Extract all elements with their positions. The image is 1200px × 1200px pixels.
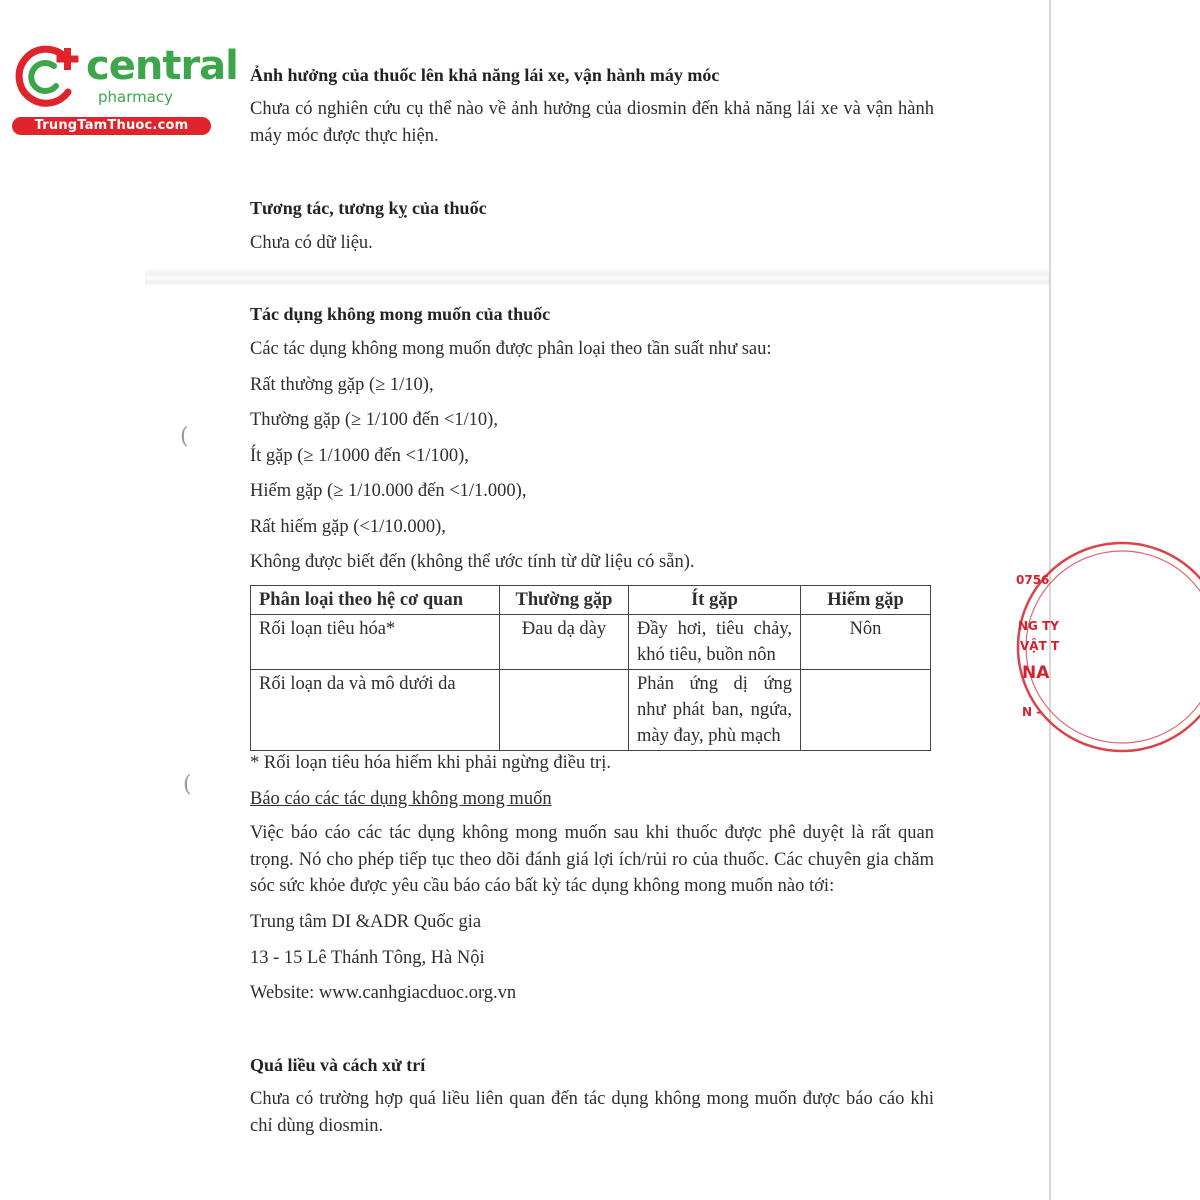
table-header-cell: Hiếm gặp	[801, 586, 931, 615]
stamp-text: VẬT T	[1020, 639, 1060, 653]
table-cell: Nôn	[801, 615, 931, 670]
heading-reporting: Báo cáo các tác dụng không mong muốn	[250, 789, 552, 809]
table-footnote: * Rối loạn tiêu hóa hiếm khi phải ngừng điều trị.	[250, 753, 611, 773]
heading-driving: Ảnh hưởng của thuốc lên khả năng lái xe, vận hành máy móc	[250, 65, 720, 85]
stamp-text: NG TY	[1018, 619, 1059, 633]
table-header-cell: Thường gặp	[500, 586, 629, 615]
adverse-intro: Các tác dụng không mong muốn được phân loại theo tần suất như sau:	[250, 339, 772, 359]
frequency-item: Rất thường gặp (≥ 1/10),	[250, 375, 434, 395]
heading-adverse-effects: Tác dụng không mong muốn của thuốc	[250, 304, 551, 324]
stamp-text: NA	[1022, 663, 1050, 683]
table-header-row	[251, 586, 931, 615]
stamp-graphic	[1012, 562, 1060, 732]
frequency-item: Không được biết đến (không thể ước tính từ dữ liệu có sẵn).	[250, 552, 695, 572]
logo-name: central	[86, 43, 238, 89]
reporting-center: Trung tâm DI &ADR Quốc gia	[250, 912, 482, 932]
margin-mark: (	[183, 772, 192, 797]
reporting-website: Website: www.canhgiacduoc.org.vn	[250, 983, 517, 1003]
paragraph-overdose: Chưa có trường hợp quá liều liên quan đến tác dụng không mong muốn được báo cáo khi chỉ dùng diosmin.	[250, 1089, 934, 1136]
stamp-text: 0756	[1016, 573, 1050, 587]
frequency-item: Thường gặp (≥ 1/100 đến <1/10),	[250, 410, 498, 430]
table-cell	[500, 670, 629, 751]
stamp-text: N -	[1022, 705, 1042, 719]
table-cell: Đau dạ dày	[500, 615, 629, 670]
table-header-cell: Ít gặp	[629, 586, 801, 615]
margin-mark: (	[180, 424, 189, 449]
heading-overdose: Quá liều và cách xử trí	[250, 1055, 426, 1075]
paragraph-driving: Chưa có nghiên cứu cụ thể nào về ảnh hưởng của diosmin đến khả năng lái xe và vận hành máy móc được thực hiện.	[250, 99, 934, 146]
table-cell: Rối loạn da và mô dưới da	[251, 670, 500, 751]
frequency-item: Ít gặp (≥ 1/1000 đến <1/100),	[250, 446, 469, 466]
table-cell	[801, 670, 931, 751]
heading-interactions: Tương tác, tương kỵ của thuốc	[250, 198, 487, 218]
frequency-item: Hiếm gặp (≥ 1/10.000 đến <1/1.000),	[250, 481, 527, 501]
logo-site-link[interactable]: TrungTamThuoc.com	[12, 117, 211, 135]
red-stamp	[1012, 562, 1060, 732]
paragraph-reporting: Việc báo cáo các tác dụng không mong muốn sau khi thuốc được phê duyệt là rất quan trọng. Nó cho phép tiếp tục theo dõi đánh giá lợi ích/rủi ro của thuốc. Các chuyên gia chăm sóc sức khỏe được yêu cầu báo cáo bất kỳ tác dụng không mong muốn nào tới:	[250, 823, 934, 896]
frequency-item: Rất hiếm gặp (<1/10.000),	[250, 517, 446, 537]
table-row	[251, 615, 931, 670]
table-cell: Đầy hơi, tiêu chảy, khó tiêu, buồn nôn	[629, 615, 801, 670]
logo-cross-icon	[12, 40, 86, 110]
adverse-effects-table	[250, 585, 931, 751]
table-header-cell: Phân loại theo hệ cơ quan	[251, 586, 500, 615]
table-cell: Phản ứng dị ứng như phát ban, ngứa, mày đay, phù mạch	[629, 670, 801, 751]
central-pharmacy-logo[interactable]	[10, 38, 238, 138]
reporting-address: 13 - 15 Lê Thánh Tông, Hà Nội	[250, 948, 485, 968]
paragraph-interactions: Chưa có dữ liệu.	[250, 233, 373, 253]
scan-artifact-band	[145, 268, 1049, 286]
table-cell: Rối loạn tiêu hóa*	[251, 615, 500, 670]
table-row	[251, 670, 931, 751]
logo-subtitle: pharmacy	[98, 88, 174, 106]
